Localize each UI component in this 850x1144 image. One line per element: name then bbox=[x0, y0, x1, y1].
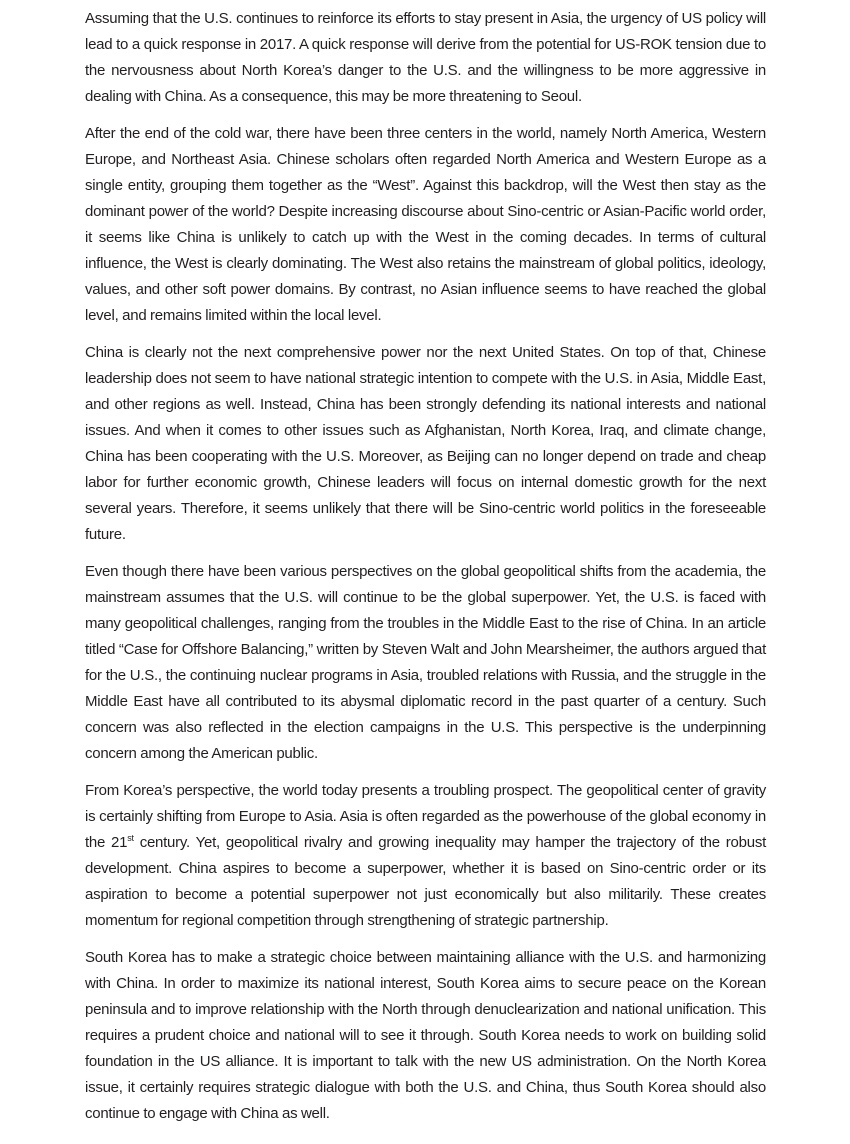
paragraph-text-end: century. Yet, geopolitical rivalry and growing inequality may hamper the trajectory of the robust development. China aspires to become a superpower, whether it is based on Sino-centric order or its aspiration to become a potential superpower not just economically but also militarily. These creates momentum for regional competition through strengthening of strategic partnership. bbox=[85, 834, 766, 929]
ordinal-suffix: st bbox=[127, 833, 134, 843]
paragraph-geopolitical-shifts: Even though there have been various perspectives on the global geopolitical shifts from the academia, the mainstream assumes that the U.S. will continue to be the global superpower. Yet, the U.S. is faced with many geopolitical challenges, ranging from the troubles in the Middle East to the rise of China. In an article titled “Case for Offshore Balancing,” written by Steven Walt and John Mearsheimer, the authors argued that for the U.S., the continuing nuclear programs in Asia, troubled relations with Russia, and the struggle in the Middle East have all contributed to its abysmal diplomatic record in the past quarter of a century. Such concern was also reflected in the election campaigns in the U.S. This perspective is the underpinning concern among the American public. bbox=[85, 563, 766, 762]
article-body bbox=[85, 6, 766, 1138]
paragraph-korea-perspective bbox=[85, 778, 766, 934]
paragraph-text-start: From Korea’s perspective, the world today presents a troubling prospect. The geopolitical center of gravity is certainly shifting from Europe to Asia. Asia is often regarded as the powerhouse of the global economy in the 21 bbox=[85, 782, 766, 851]
paragraph-china-not-next-power: China is clearly not the next comprehensive power nor the next United States. On top of that, Chinese leadership does not seem to have national strategic intention to compete with the U.S. in Asia, Middle East, and other regions as well. Instead, China has been strongly defending its national interests and national issues. And when it comes to other issues such as Afghanistan, North Korea, Iraq, and climate change, China has been cooperating with the U.S. Moreover, as Beijing can no longer depend on trade and cheap labor for further economic growth, Chinese leaders will focus on internal domestic growth for the next several years. Therefore, it seems unlikely that there will be Sino-centric world politics in the foreseeable future. bbox=[85, 344, 766, 543]
paragraph-three-centers: After the end of the cold war, there have been three centers in the world, namely North America, Western Europe, and Northeast Asia. Chinese scholars often regarded North America and Western Europe as a single entity, grouping them together as the “West”. Against this backdrop, will the West then stay as the dominant power of the world? Despite increasing discourse about Sino-centric or Asian-Pacific world order, it seems like China is unlikely to catch up with the West in the coming decades. In terms of cultural influence, the West is clearly dominating. The West also retains the mainstream of global politics, ideology, values, and other soft power domains. By contrast, no Asian influence seems to have reached the global level, and remains limited within the local level. bbox=[85, 125, 766, 324]
paragraph-us-policy-asia: Assuming that the U.S. continues to reinforce its efforts to stay present in Asia, the urgency of US policy will lead to a quick response in 2017. A quick response will derive from the potential for US-ROK tension due to the nervousness about North Korea’s danger to the U.S. and the willingness to be more aggressive in dealing with China. As a consequence, this may be more threatening to Seoul. bbox=[85, 10, 766, 105]
paragraph-south-korea-choice: South Korea has to make a strategic choice between maintaining alliance with the U.S. and harmonizing with China. In order to maximize its national interest, South Korea aims to secure peace on the Korean peninsula and to improve relationship with the North through denuclearization and national unification. This requires a prudent choice and national will to see it through. South Korea needs to work on building solid foundation in the US alliance. It is important to talk with the new US administration. On the North Korea issue, it certainly requires strategic dialogue with both the U.S. and China, thus South Korea should also continue to engage with China as well. bbox=[85, 949, 766, 1122]
